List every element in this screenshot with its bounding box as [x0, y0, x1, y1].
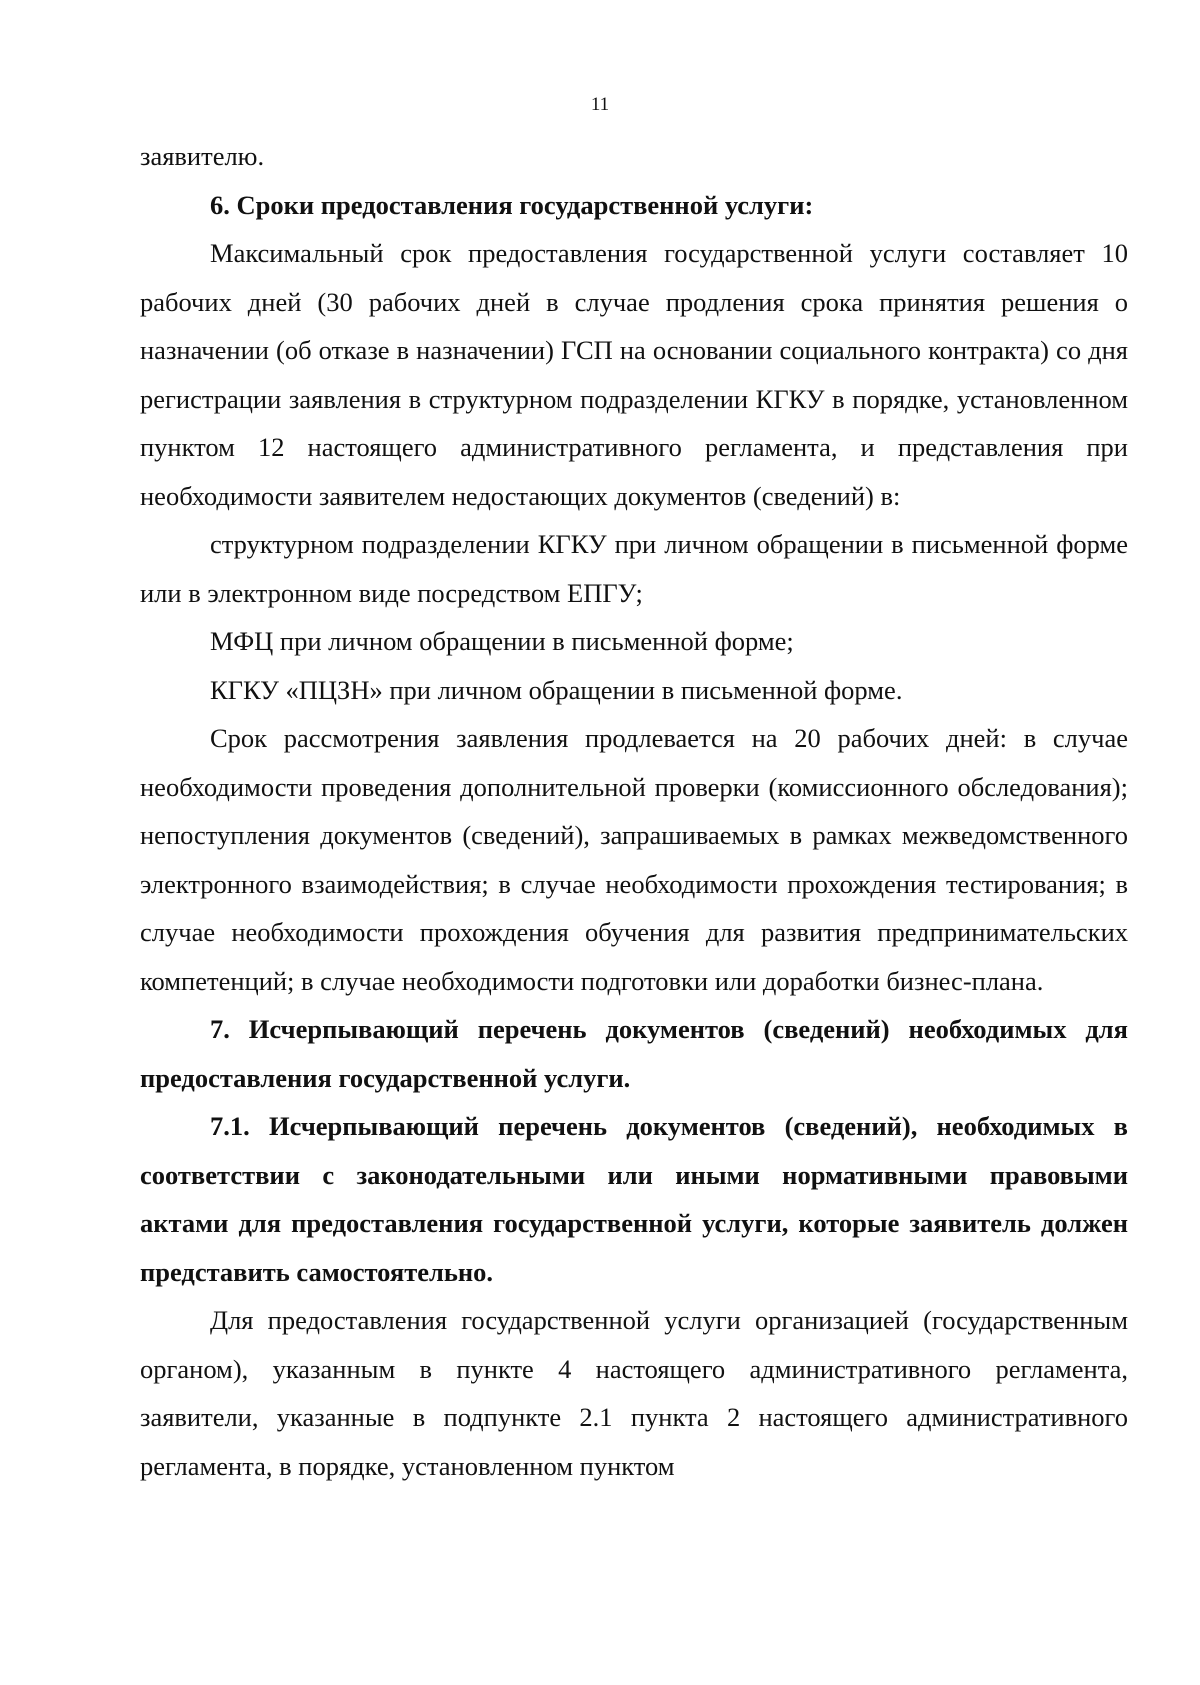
page-number: 11 [590, 94, 610, 115]
list-item-kgku-division: структурном подразделении КГКУ при личном обращении в письменной форме или в электронном виде посредством ЕПГУ; [140, 529, 1128, 608]
document-body [140, 132, 1128, 1490]
paragraph-max-term: Максимальный срок предоставления государственной услуги составляет 10 рабочих дней (30 рабочих дней в случае продления срока принятия решения о назначении (об отказе в назначении) ГСП на основании социального контракта) со дня регистрации заявления в структурном подразделении КГКУ в порядке, установленном пунктом 12 настоящего административного регламента, и представления при необходимости заявителем недостающих документов (сведений) в: [140, 238, 1128, 511]
list-item-pczn: КГКУ «ПЦЗН» при личном обращении в письменной форме. [210, 674, 903, 705]
section-7-heading: 7. Исчерпывающий перечень документов (сведений) необходимых для предоставления государственной услуги. [140, 1014, 1128, 1093]
paragraph-applicants: Для предоставления государственной услуги организацией (государственным органом), указанным в пункте 4 настоящего административного регламента, заявители, указанные в подпункте 2.1 пункта 2 настоящего административного регламента, в порядке, установленном пунктом [140, 1305, 1128, 1481]
paragraph-extension: Срок рассмотрения заявления продлевается на 20 рабочих дней: в случае необходимости проведения дополнительной проверки (комиссионного обследования); непоступления документов (сведений), запрашиваемых в рамках межведомственного электронного взаимодействия; в случае необходимости прохождения тестирования; в случае необходимости прохождения обучения для развития предпринимательских компетенций; в случае необходимости подготовки или доработки бизнес-плана. [140, 723, 1128, 996]
paragraph-continuation: заявителю. [140, 141, 265, 171]
section-7-1-heading: 7.1. Исчерпывающий перечень документов (сведений), необходимых в соответствии с законодательными или иными нормативными правовыми актами для предоставления государственной услуги, которые заявитель должен представить самостоятельно. [140, 1111, 1128, 1287]
section-6-heading: 6. Сроки предоставления государственной услуги: [210, 189, 814, 220]
list-item-mfc: МФЦ при личном обращении в письменной форме; [210, 626, 794, 656]
